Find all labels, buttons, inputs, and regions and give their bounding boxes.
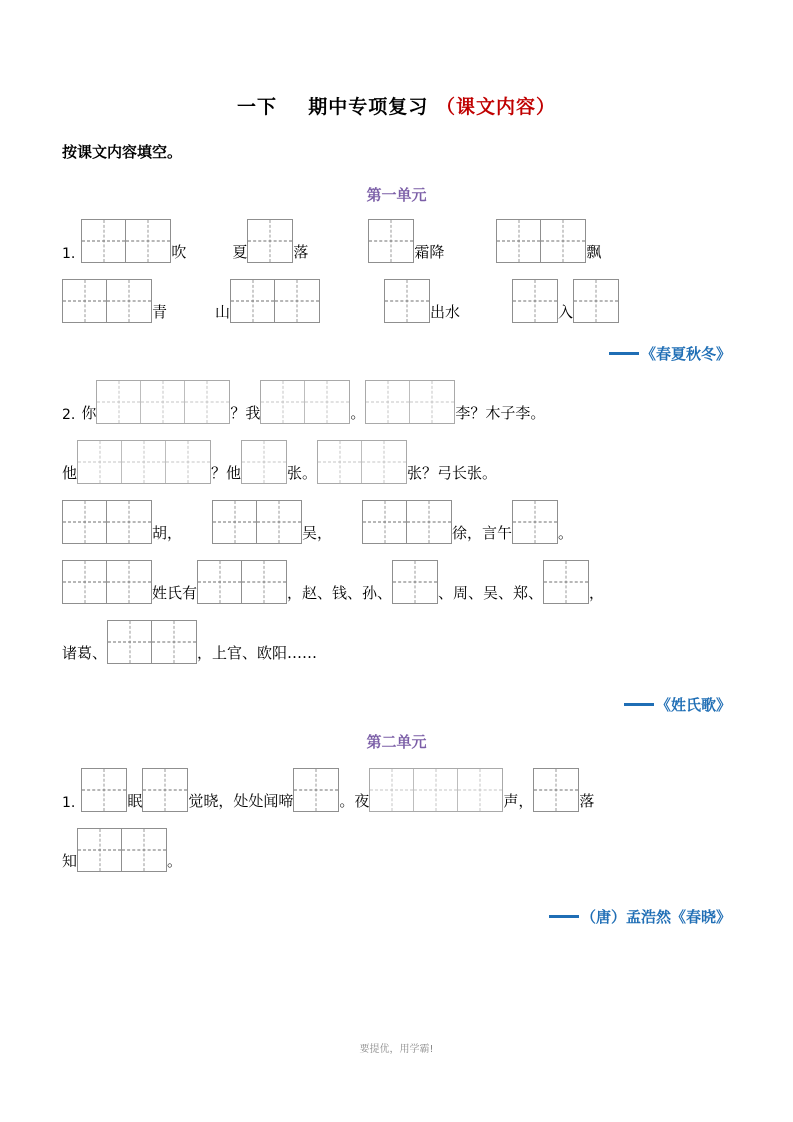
line-text: 眠: [127, 792, 143, 810]
character-cell[interactable]: [63, 280, 107, 322]
character-cell[interactable]: [261, 381, 305, 423]
character-cell[interactable]: [198, 561, 242, 603]
character-cell[interactable]: [152, 621, 196, 663]
character-cell[interactable]: [107, 501, 151, 543]
character-grid[interactable]: [512, 500, 558, 544]
character-cell[interactable]: [97, 381, 141, 423]
character-cell[interactable]: [305, 381, 349, 423]
character-cell[interactable]: [107, 280, 151, 322]
title-main: 期中专项复习: [308, 96, 429, 118]
exercise-line: [62, 620, 731, 664]
character-cell[interactable]: [541, 220, 585, 262]
line-text: ，上官、欧阳……: [197, 644, 318, 662]
character-cell[interactable]: [275, 280, 319, 322]
line-text: 张？弓长张。: [407, 464, 498, 482]
character-grid[interactable]: [384, 279, 430, 323]
character-cell[interactable]: [294, 769, 338, 811]
character-grid[interactable]: [77, 440, 211, 484]
character-grid[interactable]: [369, 768, 503, 812]
character-grid[interactable]: [62, 500, 152, 544]
unit-heading: 第一单元: [366, 186, 427, 204]
character-grid[interactable]: [317, 440, 407, 484]
line-text: 张。: [287, 464, 318, 482]
character-grid[interactable]: [62, 279, 152, 323]
character-cell[interactable]: [369, 220, 413, 262]
character-cell[interactable]: [143, 769, 187, 811]
line-text: 。: [167, 852, 183, 870]
line-text: 落: [579, 792, 595, 810]
character-grid[interactable]: [96, 380, 230, 424]
title-parenthetical: （课文内容）: [435, 96, 556, 118]
character-grid[interactable]: [496, 219, 586, 263]
line-text: 。夜: [339, 792, 370, 810]
character-cell[interactable]: [257, 501, 301, 543]
character-grid[interactable]: [77, 828, 167, 872]
character-grid[interactable]: [81, 768, 127, 812]
character-cell[interactable]: [497, 220, 541, 262]
character-grid[interactable]: [573, 279, 619, 323]
line-text: ？他: [211, 464, 242, 482]
exercise-item: [62, 752, 731, 927]
line-text: 霜降: [414, 243, 445, 261]
character-grid[interactable]: [81, 219, 171, 263]
character-grid[interactable]: [260, 380, 350, 424]
exercise-line: [62, 828, 731, 872]
character-cell[interactable]: [166, 441, 210, 483]
character-grid[interactable]: [365, 380, 455, 424]
line-text: 胡，: [152, 524, 183, 542]
character-cell[interactable]: [108, 621, 152, 663]
character-cell[interactable]: [107, 561, 151, 603]
line-text: 知: [62, 852, 78, 870]
character-grid[interactable]: [230, 279, 320, 323]
character-grid[interactable]: [107, 620, 197, 664]
unit-heading: 第二单元: [366, 733, 427, 751]
line-text: 诸葛、: [62, 644, 108, 662]
line-text: 你: [81, 404, 97, 422]
line-text: 徐，言午: [452, 524, 513, 542]
character-cell[interactable]: [63, 501, 107, 543]
character-cell[interactable]: [141, 381, 185, 423]
line-text: 飘: [586, 243, 602, 261]
character-cell[interactable]: [242, 441, 286, 483]
page-footer: 要提优，用学霸!: [359, 1044, 434, 1055]
line-text: 入: [558, 303, 574, 321]
units-container: [62, 162, 731, 927]
character-grid[interactable]: [533, 768, 579, 812]
line-text: ，赵、钱、孙、: [287, 584, 393, 602]
character-grid[interactable]: [197, 560, 287, 604]
exercise-item: [62, 205, 731, 364]
line-text: ？我: [230, 404, 261, 422]
character-cell[interactable]: [363, 501, 407, 543]
character-grid[interactable]: [293, 768, 339, 812]
title-grade: 一下: [237, 96, 278, 118]
exercise-number: 2.: [62, 407, 76, 423]
line-text: 、周、吴、郑、: [438, 584, 544, 602]
character-cell[interactable]: [82, 769, 126, 811]
line-text: 出水: [430, 303, 461, 321]
character-cell[interactable]: [544, 561, 588, 603]
exercise-number: 1.: [62, 795, 76, 811]
line-text: 吴，: [302, 524, 333, 542]
exercise-line: [62, 380, 731, 424]
character-grid[interactable]: [212, 500, 302, 544]
character-cell[interactable]: [366, 381, 410, 423]
source-title: 《春夏秋冬》: [640, 345, 731, 363]
exercise-item: [62, 364, 731, 715]
exercise-line: [62, 279, 731, 323]
character-cell[interactable]: [122, 829, 166, 871]
character-grid[interactable]: [543, 560, 589, 604]
character-cell[interactable]: [78, 829, 122, 871]
line-text: 。: [558, 524, 574, 542]
character-cell[interactable]: [213, 501, 257, 543]
exercise-line: [62, 560, 731, 604]
character-cell[interactable]: [393, 561, 437, 603]
character-cell[interactable]: [513, 501, 557, 543]
character-grid[interactable]: [241, 440, 287, 484]
character-cell[interactable]: [410, 381, 454, 423]
em-dash-icon: [624, 703, 654, 706]
line-text: 李？木子李。: [455, 404, 546, 422]
line-text: 吹: [171, 243, 187, 261]
character-cell[interactable]: [534, 769, 578, 811]
line-text: 姓氏有: [152, 584, 198, 602]
exercise-number: 1.: [62, 246, 76, 262]
character-cell[interactable]: [318, 441, 362, 483]
character-grid[interactable]: [512, 279, 558, 323]
line-text: 落: [293, 243, 309, 261]
character-cell[interactable]: [248, 220, 292, 262]
character-cell[interactable]: [126, 220, 170, 262]
page-title: [62, 0, 731, 119]
character-grid[interactable]: [392, 560, 438, 604]
character-cell[interactable]: [370, 769, 414, 811]
character-cell[interactable]: [78, 441, 122, 483]
line-text: 山: [215, 303, 231, 321]
character-cell[interactable]: [362, 441, 406, 483]
character-cell[interactable]: [122, 441, 166, 483]
em-dash-icon: [549, 915, 579, 918]
line-text: ，: [589, 584, 605, 602]
source-attribution: [62, 343, 731, 364]
character-grid[interactable]: [368, 219, 414, 263]
line-text: 觉晓，处处闻啼: [188, 792, 294, 810]
em-dash-icon: [609, 352, 639, 355]
source-attribution: [62, 694, 731, 715]
character-cell[interactable]: [385, 280, 429, 322]
character-cell[interactable]: [231, 280, 275, 322]
character-cell[interactable]: [242, 561, 286, 603]
character-cell[interactable]: [414, 769, 458, 811]
line-text: 他: [62, 464, 78, 482]
character-grid[interactable]: [362, 500, 452, 544]
line-text: 夏: [232, 243, 248, 261]
character-cell[interactable]: [574, 280, 618, 322]
exercise-line: [62, 219, 731, 263]
character-cell[interactable]: [407, 501, 451, 543]
exercise-line: [62, 440, 731, 484]
line-text: 。: [350, 404, 366, 422]
character-grid[interactable]: [142, 768, 188, 812]
character-cell[interactable]: [82, 220, 126, 262]
character-cell[interactable]: [458, 769, 502, 811]
source-title: （唐）孟浩然《春晓》: [580, 908, 731, 926]
exercise-line: [62, 768, 731, 812]
line-text: 青: [152, 303, 168, 321]
character-grid[interactable]: [247, 219, 293, 263]
line-text: 声，: [503, 792, 534, 810]
character-cell[interactable]: [63, 561, 107, 603]
character-grid[interactable]: [62, 560, 152, 604]
character-cell[interactable]: [185, 381, 229, 423]
character-cell[interactable]: [513, 280, 557, 322]
source-attribution: [62, 906, 731, 927]
exercise-line: [62, 500, 731, 544]
instruction-text: 按课文内容填空。: [62, 143, 183, 161]
source-title: 《姓氏歌》: [655, 696, 731, 714]
